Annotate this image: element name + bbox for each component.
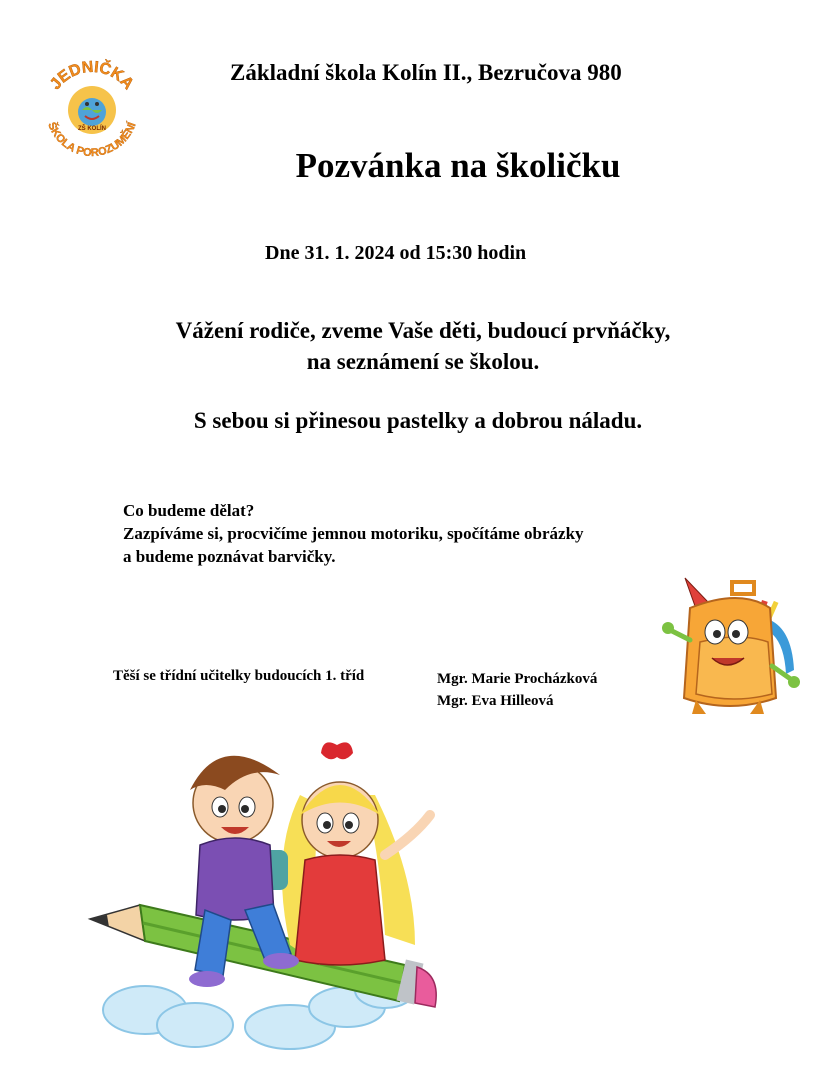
greeting-line-2: na seznámení se školou.: [306, 349, 540, 374]
teacher-name: Mgr. Eva Hilleová: [437, 693, 554, 709]
kids-on-pencil-illustration: [85, 735, 450, 1055]
activities-line-2: a budeme poznávat barvičky.: [123, 547, 336, 566]
signature-intro: Těší se třídní učitelky budoucích 1. tříd: [113, 668, 365, 684]
bring-line: S sebou si přinesou pastelky a dobrou náladu.: [193, 408, 643, 433]
backpack-illustration: [660, 570, 800, 720]
activities: [123, 499, 584, 568]
greeting: [0, 315, 836, 377]
school-name: Základní škola Kolín II., Bezručova 980: [230, 60, 622, 85]
logo-text-top: JEDNIČKA: [47, 58, 137, 93]
activities-line-1: Zazpíváme si, procvičíme jemnou motoriku, spočítáme obrázky: [123, 524, 584, 543]
date-line: Dne 31. 1. 2024 od 15:30 hodin: [265, 242, 527, 264]
invitation-title: Pozvánka na školičku: [295, 146, 621, 185]
activities-question: Co budeme dělat?: [123, 501, 255, 520]
teacher-list: [437, 668, 597, 712]
logo-text-center: ZŠ KOLÍN: [78, 126, 106, 132]
teacher-name: Mgr. Marie Procházková: [437, 671, 598, 687]
logo-text-bottom: ŠKOLA POROZUMĚNÍ: [45, 120, 139, 160]
greeting-line-1: Vážení rodiče, zveme Vaše děti, budoucí prvňáčky,: [175, 318, 671, 343]
